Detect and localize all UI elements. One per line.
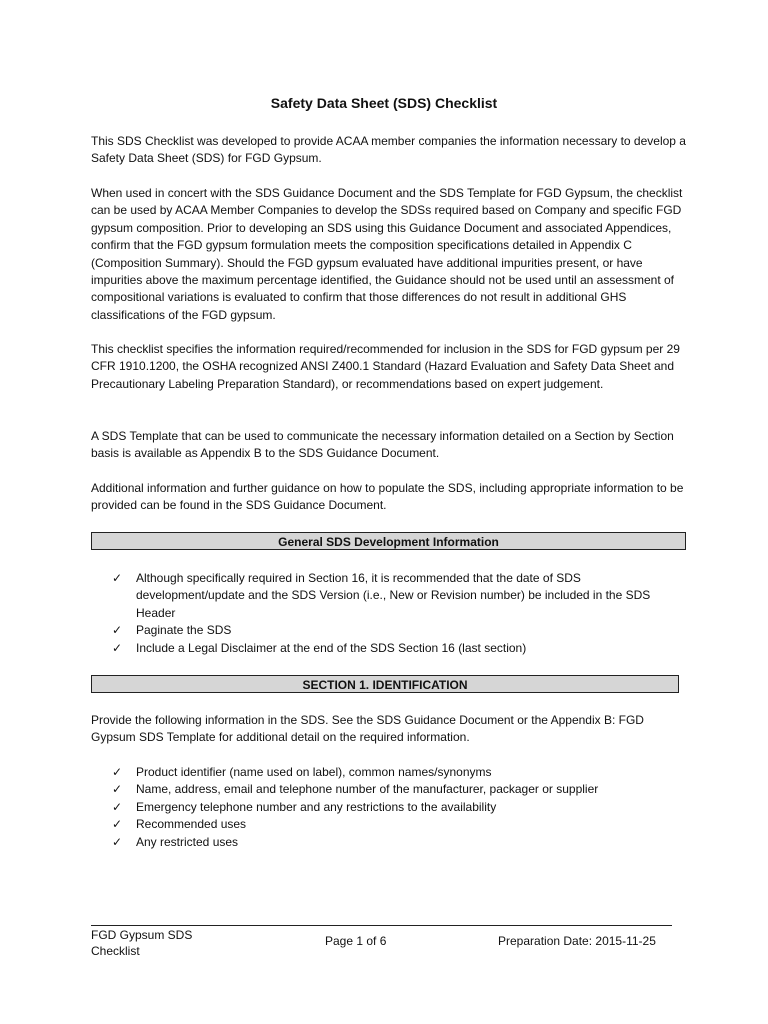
intro-paragraph: This SDS Checklist was developed to provide ACAA member companies the information necessary to develop a Safety Data Sheet (SDS) for FGD Gypsum. [91,134,686,166]
section1-intro-paragraph: Provide the following information in the SDS. See the SDS Guidance Document or the Appendix B: FGD Gypsum SDS Template for additional detail on the required information. [91,713,644,745]
footer-divider [91,925,672,926]
checklist-item-text: Although specifically required in Section 16, it is recommended that the date of SDS development/update and the SDS Version (i.e., New or Revision number) be included in the SDS Header [136,571,651,620]
checklist-item [110,764,690,781]
checklist-item [110,816,690,833]
footer-preparation-date: Preparation Date: 2015-11-25 [498,934,656,948]
checklist-item-text: Name, address, email and telephone number of the manufacturer, packager or supplier [136,782,599,797]
checklist-item [110,834,690,851]
check-icon: ✓ [111,817,123,832]
checklist-item [110,781,690,798]
check-icon: ✓ [111,782,123,797]
checklist-item [110,799,690,816]
checklist-item [110,622,690,639]
footer-document-name [91,927,241,959]
template-paragraph: A SDS Template that can be used to communicate the necessary information detailed on a Section by Section basis is available as Appendix B to the SDS Guidance Document. [91,429,674,461]
footer-document-name-line1: FGD Gypsum SDS [91,928,193,942]
checklist-item [110,640,690,657]
check-icon: ✓ [111,571,123,585]
specifies-paragraph: This checklist specifies the information required/recommended for inclusion in the SDS for FGD gypsum per 29 CFR 1910.1200, the OSHA recognized ANSI Z400.1 Standard (Hazard Evaluation and Safety Data Sheet and Precautionary Labeling Preparation Standard), or recommendations based on expert judgement. [91,342,680,391]
general-checklist [110,570,690,657]
checklist-item-text: Product identifier (name used on label), common names/synonyms [136,765,492,779]
check-icon: ✓ [111,623,123,638]
checklist-item-text: Recommended uses [136,817,247,832]
check-icon: ✓ [111,765,123,779]
checklist-item-text: Emergency telephone number and any restrictions to the availability [136,799,497,814]
check-icon: ✓ [111,834,123,849]
check-icon: ✓ [111,799,123,814]
footer-page-number: Page 1 of 6 [325,934,387,948]
section-heading-identification: SECTION 1. IDENTIFICATION [91,675,679,693]
footer-document-name-line2: Checklist [91,944,140,958]
page-title: Safety Data Sheet (SDS) Checklist [270,95,498,111]
checklist-item-text: Include a Legal Disclaimer at the end of the SDS Section 16 (last section) [136,640,527,655]
checklist-item [110,570,690,622]
identification-checklist [110,764,690,851]
check-icon: ✓ [111,640,123,655]
checklist-item-text: Paginate the SDS [136,623,232,638]
section-heading-general: General SDS Development Information [91,532,686,550]
checklist-item-text: Any restricted uses [136,834,239,849]
usage-paragraph: When used in concert with the SDS Guidance Document and the SDS Template for FGD Gypsum, the checklist can be used by ACAA Member Companies to develop the SDSs required based on Company and specific FGD gypsum composition. Prior to developing an SDS using this Guidance Document and associated Appendices, confirm that the FGD gypsum formulation meets the composition specifications detailed in Appendix C (Composition Summary). Should the FGD gypsum evaluated have additional impurities present, or have impurities above the maximum percentage identified, the Guidance should not be used until an assessment of compositional variations is evaluated to confirm that those differences do not result in additional GHS classifications of the FGD gypsum. [91,186,683,322]
additional-info-paragraph: Additional information and further guidance on how to populate the SDS, including appropriate information to be provided can be found in the SDS Guidance Document. [91,481,684,513]
